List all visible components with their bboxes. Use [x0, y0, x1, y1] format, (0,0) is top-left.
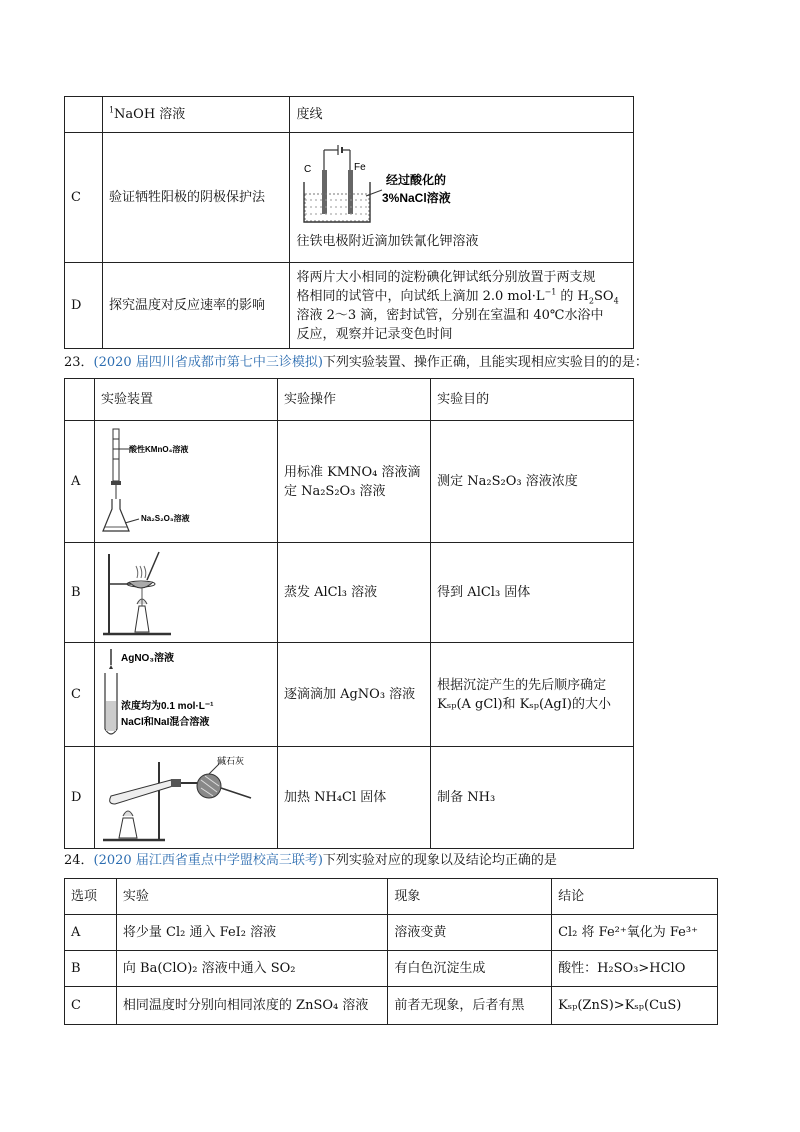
- solution-label-2: 3%NaCl溶液: [382, 191, 452, 205]
- cell-text: NaOH 溶液: [114, 107, 186, 122]
- table-header-row: [65, 879, 718, 915]
- question-23-title: 23．(2020 届四川省成都市第七中三诊模拟)下列实验装置、操作正确，且能实现相应实验目的的是：: [64, 355, 648, 370]
- option-label: B: [65, 951, 117, 987]
- column-header: 现象: [388, 879, 552, 915]
- figure-label: AgNO₃溶液: [120, 652, 174, 664]
- experiment-text: 探究温度对反应速率的影响: [102, 263, 290, 349]
- evaporation-apparatus-figure: [101, 548, 261, 638]
- experiment-text: 向 Ba(ClO)₂ 溶液中通入 SO₂: [116, 951, 387, 987]
- table-row: [65, 133, 634, 263]
- option-label: B: [65, 543, 95, 643]
- electrode-label-c: C: [304, 164, 312, 175]
- column-header: 实验目的: [431, 379, 634, 421]
- question-24-title: 24．(2020 届江西省重点中学盟校高三联考)下列实验对应的现象以及结论均正确的是: [64, 853, 557, 868]
- column-header: 实验装置: [94, 379, 277, 421]
- goal-text: 根据沉淀产生的先后顺序确定 Kₛₚ(A gCl)和 Kₛₚ(AgI)的大小: [431, 643, 634, 747]
- table-q23: [64, 378, 634, 849]
- operation-text: 加热 NH₄Cl 固体: [277, 747, 430, 849]
- question-source-link[interactable]: (2020 届江西省重点中学盟校高三联考): [93, 853, 323, 868]
- table-header-row: [65, 379, 634, 421]
- table-row: [65, 987, 718, 1025]
- electrolysis-apparatus-figure: [296, 144, 496, 226]
- option-label: D: [65, 263, 103, 349]
- table-top: [64, 96, 634, 349]
- experiment-text: 将少量 Cl₂ 通入 FeI₂ 溶液: [116, 915, 387, 951]
- goal-text: 制备 NH₃: [431, 747, 634, 849]
- conclusion-text: Cl₂ 将 Fe²⁺氧化为 Fe³⁺: [552, 915, 718, 951]
- solution-label-1: 经过酸化的: [386, 173, 447, 187]
- table-row: [65, 747, 634, 849]
- table-row: [65, 543, 634, 643]
- figure-label: 碱石灰: [216, 755, 244, 766]
- phenomenon-text: 有白色沉淀生成: [388, 951, 552, 987]
- precipitation-test-figure: [101, 647, 271, 743]
- option-label: A: [65, 421, 95, 543]
- option-label: C: [65, 133, 103, 263]
- column-header: 选项: [65, 879, 117, 915]
- table-row: [65, 263, 634, 349]
- table-q24: [64, 878, 718, 1025]
- column-header: 实验: [116, 879, 387, 915]
- figure-label: 浓度均为0.1 mol·L⁻¹: [120, 700, 214, 712]
- conclusion-text: Kₛₚ(ZnS)>Kₛₚ(CuS): [552, 987, 718, 1025]
- question-source-link[interactable]: (2020 届四川省成都市第七中三诊模拟): [93, 355, 323, 370]
- option-label: D: [65, 747, 95, 849]
- column-header: 实验操作: [277, 379, 430, 421]
- column-header: 结论: [552, 879, 718, 915]
- goal-text: 测定 Na₂S₂O₃ 溶液浓度: [431, 421, 634, 543]
- operation-text: 往铁电极附近滴加铁氰化钾溶液: [296, 234, 479, 249]
- option-label: C: [65, 987, 117, 1025]
- operation-text: 蒸发 AlCl₃ 溶液: [277, 543, 430, 643]
- table-row: [65, 421, 634, 543]
- experiment-text: 验证牺牲阳极的阴极保护法: [102, 133, 290, 263]
- phenomenon-text: 前者无现象，后者有黑: [388, 987, 552, 1025]
- electrode-label-fe: Fe: [354, 162, 367, 173]
- table-row: [65, 915, 718, 951]
- experiment-text: 相同温度时分别向相同浓度的 ZnSO₄ 溶液: [116, 987, 387, 1025]
- operation-text: 逐滴滴加 AgNO₃ 溶液: [277, 643, 430, 747]
- option-label: C: [65, 643, 95, 747]
- phenomenon-text: 溶液变黄: [388, 915, 552, 951]
- operation-text: 将两片大小相同的淀粉碘化钾试纸分别放置于两支规 格相同的试管中，向试纸上滴加 2.0 $mol\cdot L^{-1}$ 的 $H_2SO_4$ 溶液 2～3 滴，密封试管，分别在室温和 40℃水浴中 反应，观察并记录变色时间: [290, 263, 634, 349]
- cell-text: 度线: [290, 97, 634, 133]
- table-row: [65, 643, 634, 747]
- figure-label: Na₂S₂O₃溶液: [140, 513, 190, 523]
- operation-text: 用标准 KMNO₄ 溶液滴 定 Na₂S₂O₃ 溶液: [277, 421, 430, 543]
- figure-label: 酸性KMnO₄溶液: [128, 444, 189, 454]
- table-row: $^1$NaOH 溶液 度线: [65, 97, 634, 133]
- conclusion-text: 酸性：H₂SO₃>HClO: [552, 951, 718, 987]
- goal-text: 得到 AlCl₃ 固体: [431, 543, 634, 643]
- option-label: A: [65, 915, 117, 951]
- titration-apparatus-figure: [101, 427, 261, 537]
- table-row: [65, 951, 718, 987]
- figure-label: NaCl和NaI混合溶液: [120, 716, 210, 728]
- ammonia-preparation-figure: [101, 752, 271, 844]
